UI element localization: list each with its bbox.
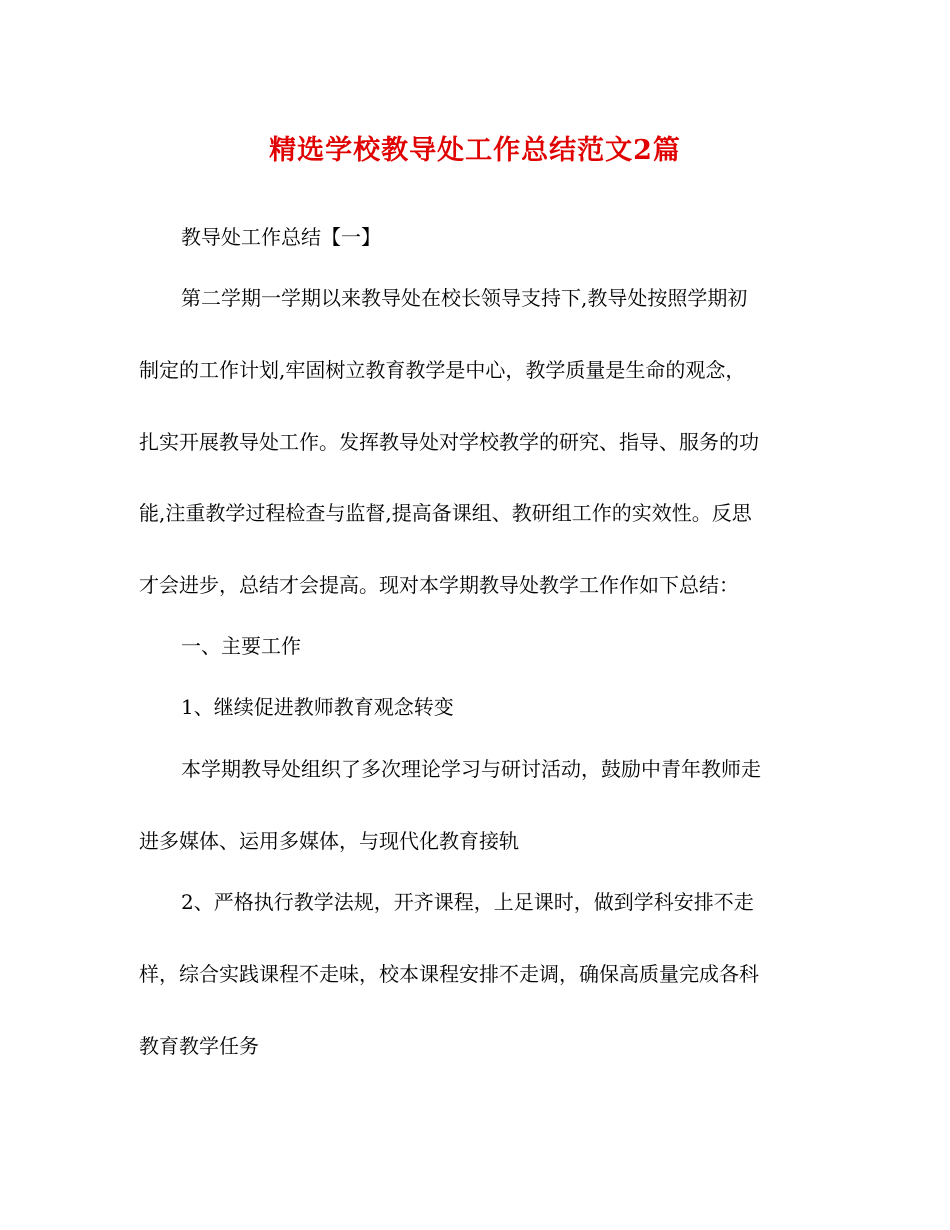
paragraph-line: 第二学期一学期以来教导处在校长领导支持下,教导处按照学期初 — [181, 286, 748, 310]
paragraph-line: 能,注重教学过程检查与监督,提高备课组、教研组工作的实效性。反思 — [139, 501, 752, 525]
paragraph-line: 样，综合实践课程不走味，校本课程安排不走调，确保高质量完成各科 — [139, 962, 759, 986]
paragraph-line: 制定的工作计划,牢固树立教育教学是中心，教学质量是生命的观念， — [139, 358, 746, 382]
list-item: 1、继续促进教师教育观念转变 — [181, 695, 454, 719]
list-item: 2、严格执行教学法规，开齐课程，上足课时，做到学科安排不走 — [181, 890, 754, 914]
document-title: 精选学校教导处工作总结范文2篇 — [269, 135, 681, 166]
paragraph-line: 进多媒体、运用多媒体，与现代化教育接轨 — [139, 829, 519, 853]
section-heading-main-work: 一、主要工作 — [181, 634, 301, 658]
paragraph-line: 本学期教导处组织了多次理论学习与研讨活动，鼓励中青年教师走 — [181, 757, 761, 781]
section-heading-1: 教导处工作总结【一】 — [181, 225, 381, 249]
paragraph-line: 教育教学任务 — [139, 1034, 259, 1058]
paragraph-line: 扎实开展教导处工作。发挥教导处对学校教学的研究、指导、服务的功 — [139, 430, 759, 454]
paragraph-line: 才会进步，总结才会提高。现对本学期教导处教学工作作如下总结： — [139, 573, 739, 597]
